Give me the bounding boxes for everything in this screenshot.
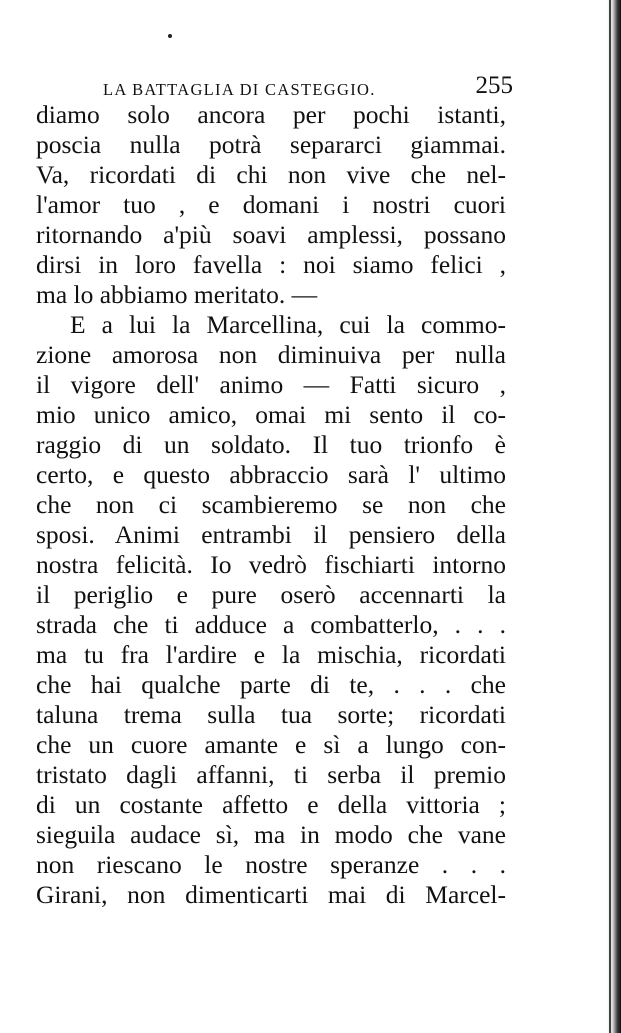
text-line: dirsi in loro favella : noi siamo felici , (36, 250, 506, 279)
text-line: il vigore dell' animo — Fatti sicuro , (36, 370, 506, 399)
text-line: Va, ricordati di chi non vive che nel- (36, 160, 506, 189)
text-line: ma lo abbiamo meritato. — (36, 280, 318, 309)
text-line: E a lui la Marcellina, cui la commo- (70, 310, 506, 339)
text-line: certo, e questo abbraccio sarà l' ultimo (36, 460, 506, 489)
text-line: poscia nulla potrà separarci giammai. (36, 130, 506, 159)
text-line: che hai qualche parte di te, . . . che (36, 670, 506, 699)
text-line: Girani, non dimenticarti mai di Marcel- (36, 880, 506, 909)
text-line: nostra felicità. Io vedrò fischiarti intorno (36, 550, 506, 579)
text-line: l'amor tuo , e domani i nostri cuori (36, 190, 506, 219)
text-line: ritornando a'più soavi amplessi, possano (36, 220, 506, 249)
running-title: LA BATTAGLIA DI CASTEGGIO. (103, 80, 376, 99)
text-line: non riescano le nostre speranze . . . (36, 850, 506, 879)
text-line: di un costante affetto e della vittoria ; (36, 790, 506, 819)
page-number: 255 (475, 72, 513, 99)
text-line: sposi. Animi entrambi il pensiero della (36, 520, 506, 549)
text-line: ma tu fra l'ardire e la mischia, ricordati (36, 640, 506, 669)
text-line: strada che ti adduce a combatterlo, . . . (36, 610, 506, 639)
text-line: diamo solo ancora per pochi istanti, (36, 100, 506, 129)
text-line: che non ci scambieremo se non che (36, 490, 506, 519)
ink-speck (168, 34, 172, 38)
text-line: mio unico amico, omai mi sento il co- (36, 400, 506, 429)
text-line: raggio di un soldato. Il tuo trionfo è (36, 430, 506, 459)
text-line: sieguila audace sì, ma in modo che vane (36, 820, 506, 849)
text-line: il periglio e pure oserò accennarti la (36, 580, 506, 609)
text-line: tristato dagli affanni, ti serba il premio (36, 760, 506, 789)
text-line: zione amorosa non diminuiva per nulla (36, 340, 506, 369)
page-edge-line (609, 0, 611, 1033)
text-line: taluna trema sulla tua sorte; ricordati (36, 700, 506, 729)
text-line: che un cuore amante e sì a lungo con- (36, 730, 506, 759)
page-header (103, 72, 513, 102)
